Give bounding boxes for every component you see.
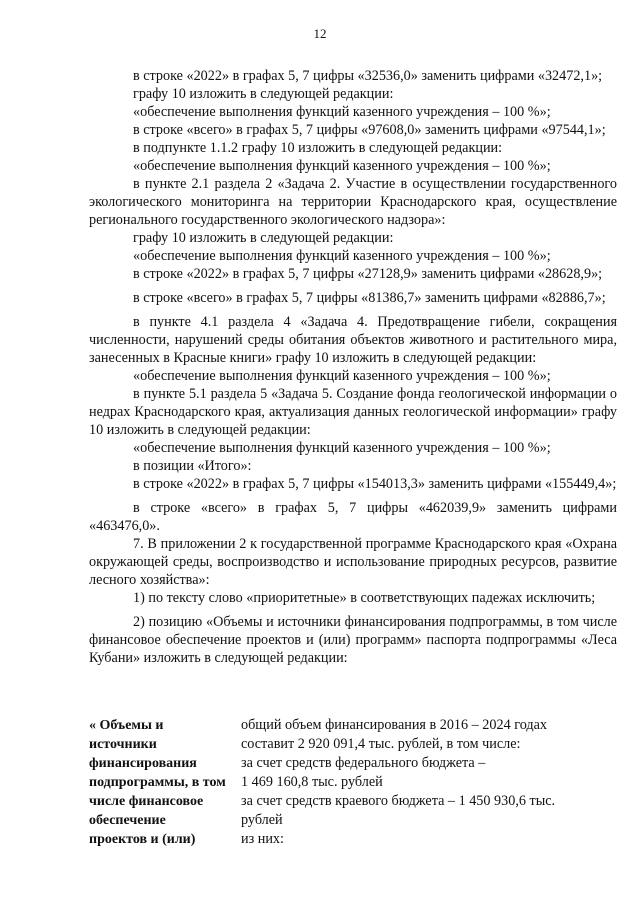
passport-right-line: 1 469 160,8 тыс. рублей	[241, 774, 383, 790]
passport-table	[89, 716, 617, 849]
paragraph: в пункте 5.1 раздела 5 «Задача 5. Создание фонда геологической информации о недрах Краснодарского края, актуализация данных геологической информации» графу 10 изложить в следующей редакции:	[89, 386, 617, 438]
passport-row	[89, 716, 617, 849]
paragraph: в пункте 2.1 раздела 2 «Задача 2. Участие в осуществлении государственного экологического мониторинга на территории Краснодарского края, осуществление регионального государственного экологического надзора»:	[89, 176, 617, 228]
passport-right-line: рублей	[241, 812, 283, 828]
paragraph: «обеспечение выполнения функций казенного учреждения – 100 %»;	[133, 440, 551, 456]
paragraph: 7. В приложении 2 к государственной программе Краснодарского края «Охрана окружающей среды, воспроизводство и использование природных ресурсов, развитие лесного хозяйства»:	[89, 536, 617, 588]
paragraph: 1) по тексту слово «приоритетные» в соответствующих падежах исключить;	[133, 590, 596, 606]
passport-left-line: обеспечение	[89, 813, 166, 828]
paragraph: «обеспечение выполнения функций казенного учреждения – 100 %»;	[133, 158, 551, 174]
paragraph: в строке «2022» в графах 5, 7 цифры «154013,3» заменить цифрами «155449,4»;	[133, 476, 617, 492]
paragraph: «обеспечение выполнения функций казенного учреждения – 100 %»;	[133, 248, 551, 264]
passport-right-line: общий объем финансирования в 2016 – 2024 годах	[241, 717, 547, 733]
paragraph: в пункте 4.1 раздела 4 «Задача 4. Предотвращение гибели, сокращения численности, нарушений среды обитания объектов животного и растительного мира, занесенных в Красные книги» графу 10 изложить в следующей редакции:	[89, 314, 617, 366]
passport-left-line: проектов и (или)	[89, 832, 196, 847]
paragraph: в строке «всего» в графах 5, 7 цифры «462039,9» заменить цифрами «463476,0».	[89, 500, 617, 534]
passport-right-line: из них:	[241, 831, 284, 847]
paragraph: в строке «всего» в графах 5, 7 цифры «81386,7» заменить цифрами «82886,7»;	[133, 290, 606, 306]
paragraph: в строке «2022» в графах 5, 7 цифры «32536,0» заменить цифрами «32472,1»;	[133, 68, 603, 84]
paragraph: 2) позицию «Объемы и источники финансирования подпрограммы, в том числе финансовое обеспечение проектов и (или) программ» паспорта подпрограммы «Леса Кубани» изложить в следующей редакции:	[89, 614, 617, 666]
paragraph: графу 10 изложить в следующей редакции:	[133, 230, 394, 246]
paragraph: «обеспечение выполнения функций казенного учреждения – 100 %»;	[133, 104, 551, 120]
passport-left-cell	[89, 716, 241, 849]
passport-left-line: финансирования	[89, 756, 197, 771]
passport-right-cell	[241, 716, 617, 849]
paragraph: «обеспечение выполнения функций казенного учреждения – 100 %»;	[133, 368, 551, 384]
passport-left-line: источники	[89, 737, 157, 752]
paragraph: в строке «2022» в графах 5, 7 цифры «27128,9» заменить цифрами «28628,9»;	[133, 266, 603, 282]
paragraph: в позиции «Итого»:	[133, 458, 252, 474]
passport-right-line: за счет средств федерального бюджета –	[241, 755, 486, 771]
passport-left-line: подпрограммы, в том	[89, 775, 226, 790]
page-number: 12	[313, 26, 327, 41]
document-body	[89, 67, 617, 667]
passport-right-line: за счет средств краевого бюджета – 1 450 930,6 тыс.	[241, 793, 556, 809]
passport-left-line: числе финансовое	[89, 794, 204, 809]
paragraph: графу 10 изложить в следующей редакции:	[133, 86, 394, 102]
paragraph: в подпункте 1.1.2 графу 10 изложить в следующей редакции:	[133, 140, 503, 156]
passport-left-line: « Объемы и	[89, 718, 164, 733]
passport-right-line: составит 2 920 091,4 тыс. рублей, в том числе:	[241, 736, 521, 752]
paragraph: в строке «всего» в графах 5, 7 цифры «97608,0» заменить цифрами «97544,1»;	[133, 122, 606, 138]
